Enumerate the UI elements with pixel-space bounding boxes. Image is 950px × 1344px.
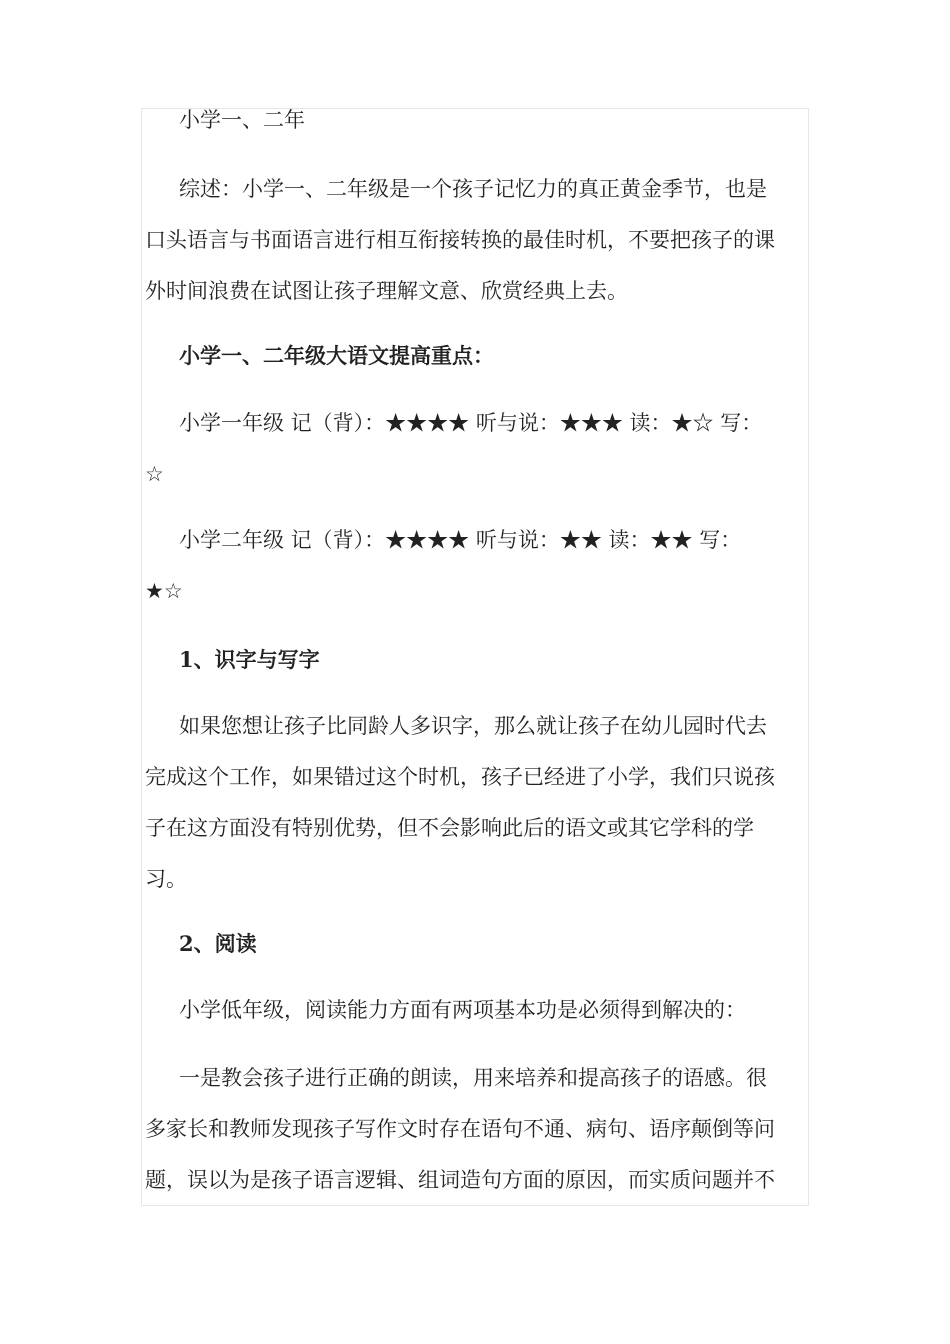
reading-line-2: 多家长和教师发现孩子写作文时存在语句不通、病句、语序颠倒等问: [145, 1117, 775, 1141]
literacy-line-4: 习。: [145, 867, 187, 891]
grade1-line-2: ☆: [145, 462, 164, 486]
literacy-line-1: 如果您想让孩子比同龄人多识字，那么就让孩子在幼儿园时代去: [179, 714, 767, 738]
reading-intro: 小学低年级，阅读能力方面有两项基本功是必须得到解决的：: [179, 998, 746, 1022]
heading-reading: 2、阅读: [179, 931, 257, 956]
section-heading: 小学一、二年级大语文提高重点：: [179, 343, 494, 368]
summary-paragraph: [145, 164, 825, 317]
heading-literacy: 1、识字与写字: [179, 647, 320, 672]
grade2-line-1: 小学二年级 记（背）：★★★★ 听与说：★★ 读：★★ 写：: [179, 528, 742, 552]
reading-paragraph: [145, 1053, 825, 1206]
grade1-line-1: 小学一年级 记（背）：★★★★ 听与说：★★★ 读：★☆ 写：: [179, 411, 763, 435]
reading-line-3: 题，误以为是孩子语言逻辑、组词造句方面的原因，而实质问题并不: [145, 1168, 775, 1192]
literacy-paragraph: [145, 701, 825, 905]
reading-line-1: 一是教会孩子进行正确的朗读，用来培养和提高孩子的语感。很: [179, 1066, 767, 1090]
literacy-line-2: 完成这个工作，如果错过这个时机，孩子已经进了小学，我们只说孩: [145, 765, 775, 789]
grade2-ratings: [145, 515, 825, 617]
summary-line-3: 外时间浪费在试图让孩子理解文意、欣赏经典上去。: [145, 279, 628, 303]
document-title: 小学一、二年: [179, 108, 305, 132]
summary-line-1: 综述：小学一、二年级是一个孩子记忆力的真正黄金季节，也是: [179, 177, 767, 201]
grade2-line-2: ★☆: [145, 579, 183, 603]
grade1-ratings: [145, 398, 825, 500]
summary-line-2: 口头语言与书面语言进行相互衔接转换的最佳时机，不要把孩子的课: [145, 228, 775, 252]
literacy-line-3: 子在这方面没有特别优势，但不会影响此后的语文或其它学科的学: [145, 816, 754, 840]
